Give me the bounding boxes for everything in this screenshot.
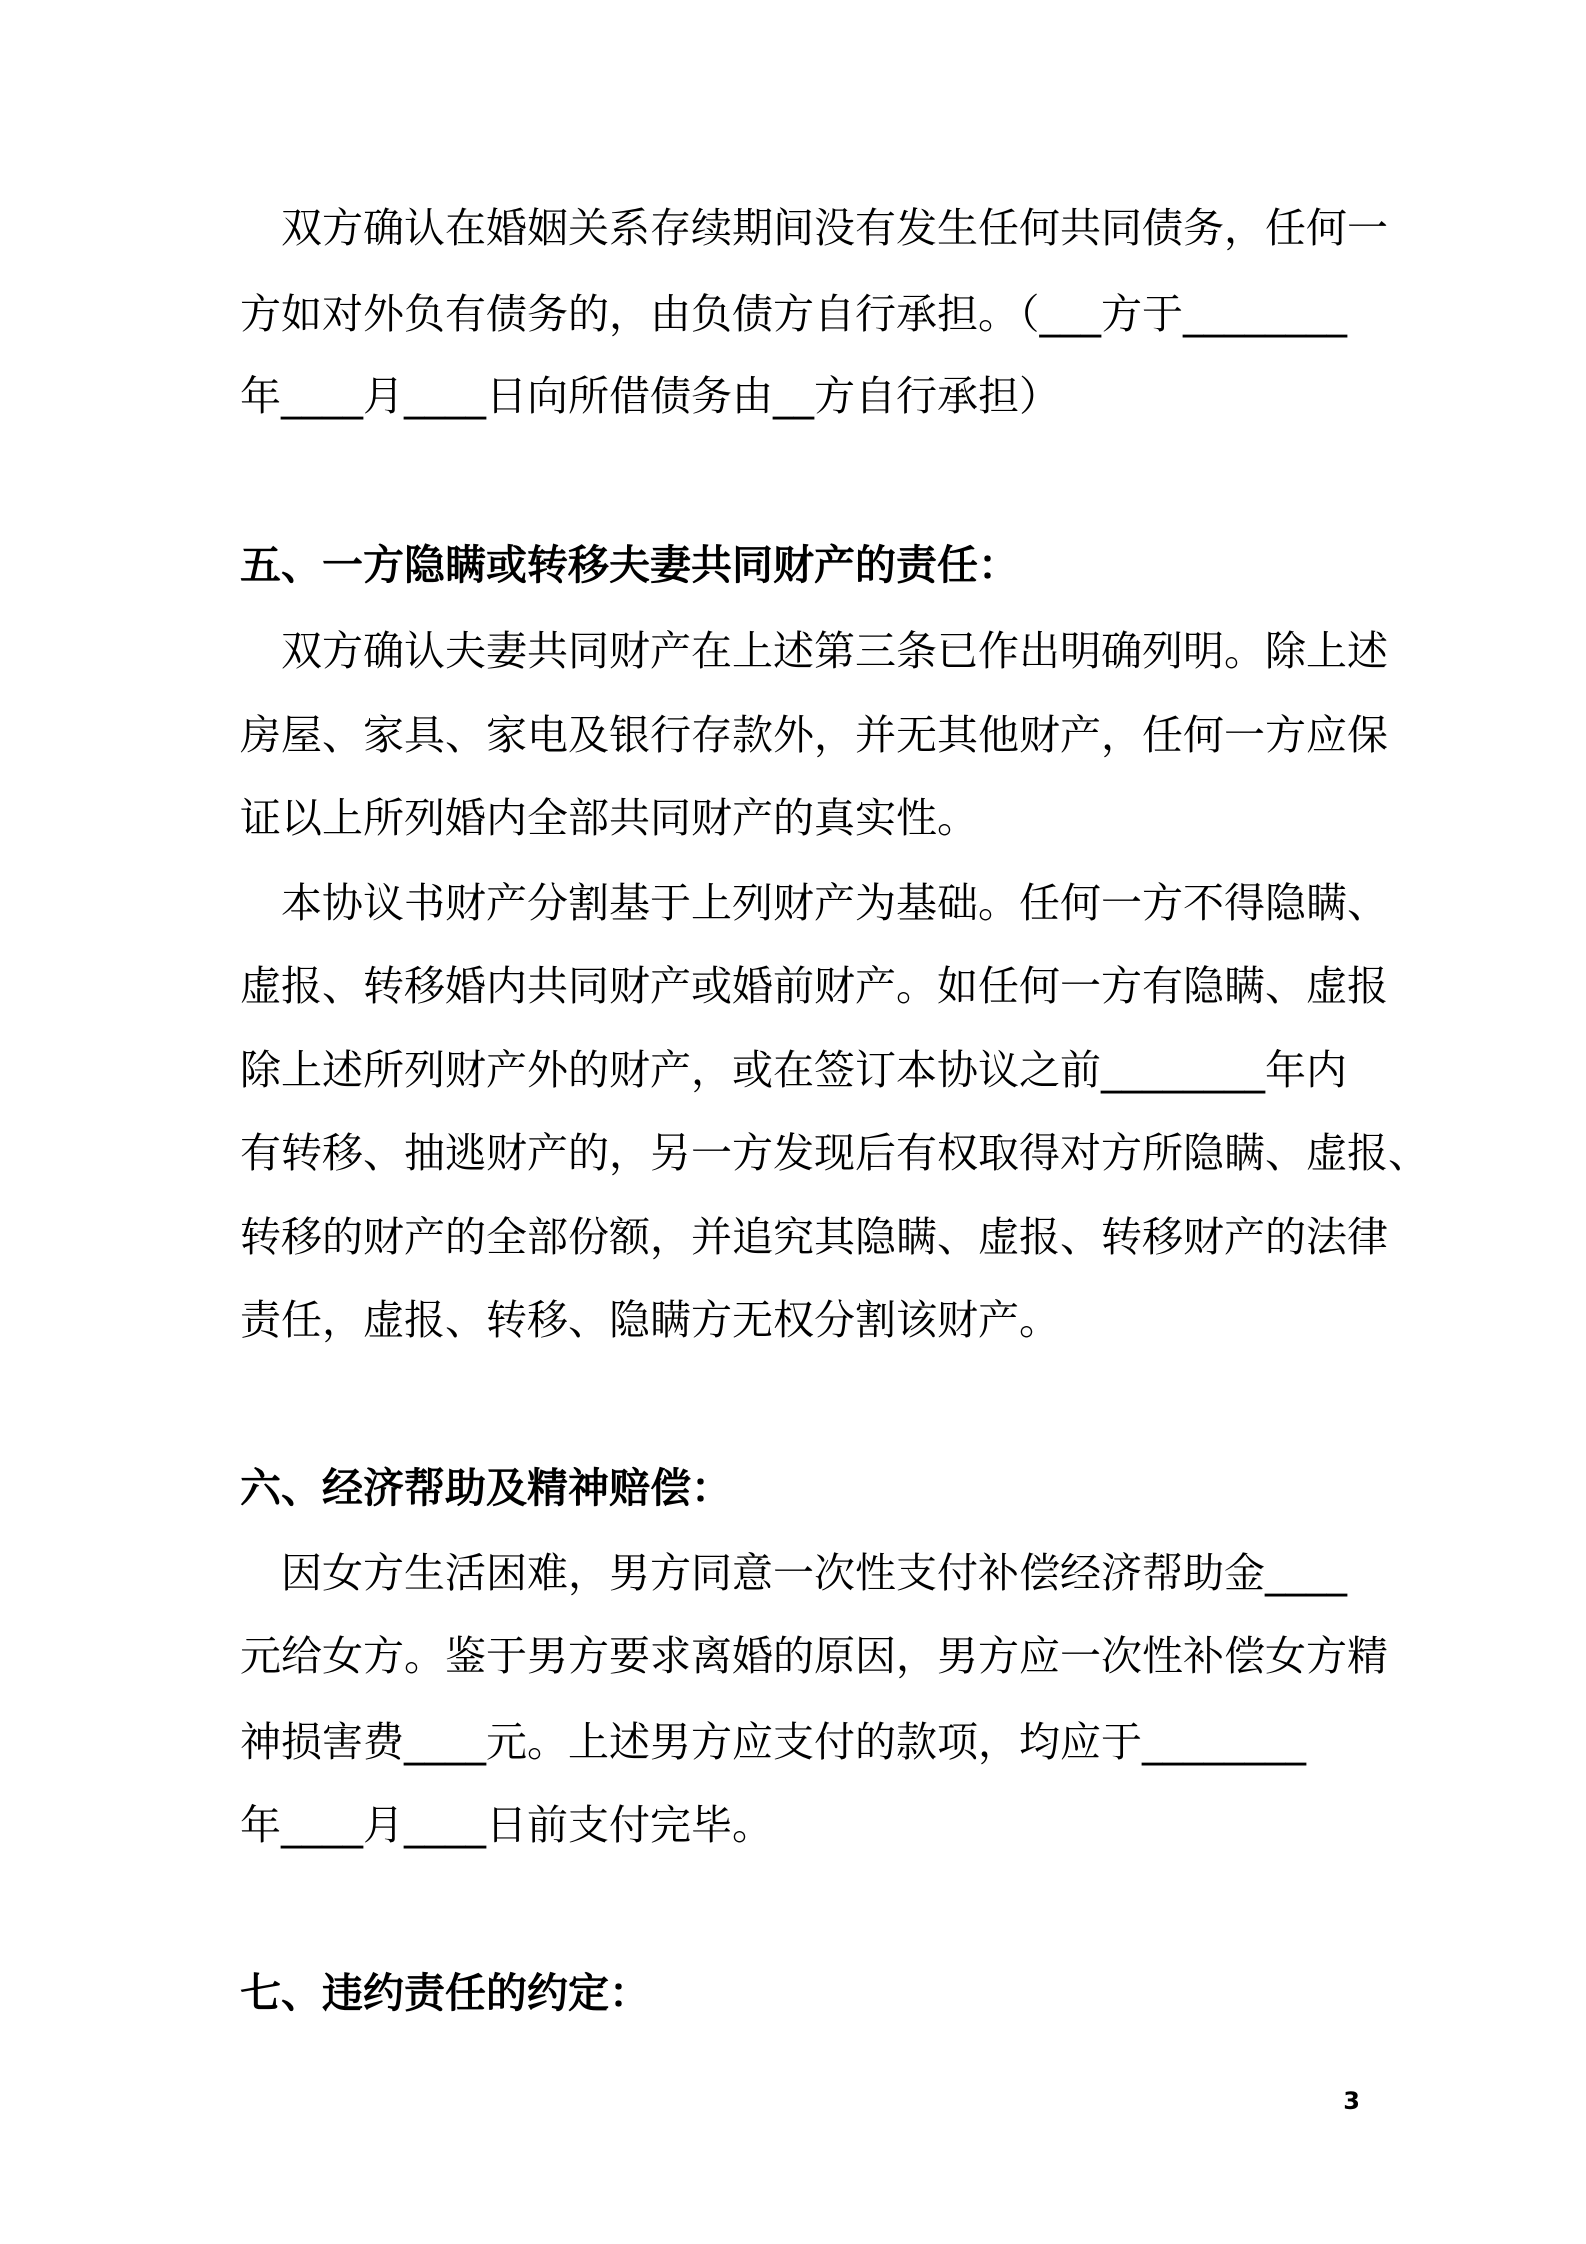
paragraph-concealment-line-4: 有转移、抽逃财产的，另一方发现后有权取得对方所隐瞒、虚报、 bbox=[240, 1129, 1429, 1177]
paragraph-assets-line-3: 证以上所列婚内全部共同财产的真实性。 bbox=[240, 794, 978, 842]
paragraph-debt-line-2: 方如对外负有债务的，由负债方自行承担。（___方于________ bbox=[240, 290, 1347, 338]
paragraph-concealment-line-1: 本协议书财产分割基于上列财产为基础。任何一方不得隐瞒、 bbox=[240, 879, 1388, 927]
section-heading-7: 七、违约责任的约定： bbox=[240, 1969, 650, 2017]
paragraph-compensation-line-4: 年____月____日前支付完毕。 bbox=[240, 1801, 773, 1849]
section-heading-5: 五、一方隐瞒或转移夫妻共同财产的责任： bbox=[240, 541, 1019, 589]
paragraph-concealment-line-6: 责任，虚报、转移、隐瞒方无权分割该财产。 bbox=[240, 1296, 1060, 1344]
paragraph-assets-line-1: 双方确认夫妻共同财产在上述第三条已作出明确列明。除上述 bbox=[240, 627, 1388, 675]
paragraph-compensation-line-3: 神损害费____元。上述男方应支付的款项，均应于________ bbox=[240, 1718, 1306, 1766]
paragraph-debt-line-3: 年____月____日向所借债务由__方自行承担） bbox=[240, 372, 1060, 420]
paragraph-debt-line-1: 双方确认在婚姻关系存续期间没有发生任何共同债务，任何一 bbox=[240, 204, 1388, 252]
section-heading-6: 六、经济帮助及精神赔偿： bbox=[240, 1464, 732, 1512]
paragraph-assets-line-2: 房屋、家具、家电及银行存款外，并无其他财产，任何一方应保 bbox=[240, 711, 1388, 759]
paragraph-compensation-line-1: 因女方生活困难，男方同意一次性支付补偿经济帮助金____ bbox=[240, 1549, 1347, 1597]
page-number: 3 bbox=[1343, 2087, 1360, 2115]
paragraph-concealment-line-5: 转移的财产的全部份额，并追究其隐瞒、虚报、转移财产的法律 bbox=[240, 1213, 1388, 1261]
paragraph-concealment-line-3: 除上述所列财产外的财产，或在签订本协议之前________年内 bbox=[240, 1046, 1347, 1094]
paragraph-concealment-line-2: 虚报、转移婚内共同财产或婚前财产。如任何一方有隐瞒、虚报 bbox=[240, 962, 1388, 1010]
paragraph-compensation-line-2: 元给女方。鉴于男方要求离婚的原因，男方应一次性补偿女方精 bbox=[240, 1632, 1388, 1680]
